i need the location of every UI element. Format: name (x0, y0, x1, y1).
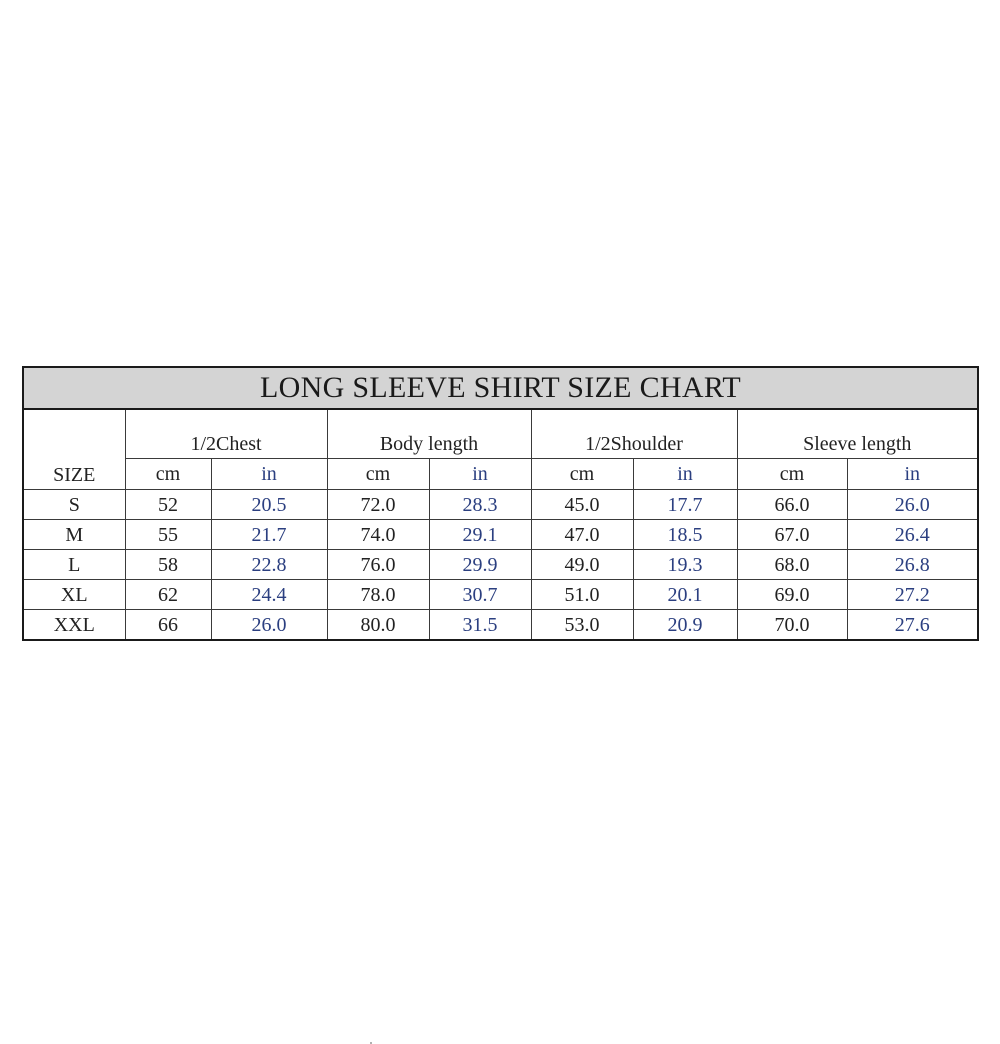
value-in-cell: 24.4 (211, 580, 327, 610)
value-cm-cell: 47.0 (531, 520, 633, 550)
unit-in-header: in (211, 459, 327, 490)
unit-in-header: in (429, 459, 531, 490)
value-in-cell: 17.7 (633, 490, 737, 520)
value-in-cell: 22.8 (211, 550, 327, 580)
value-cm-cell: 62 (125, 580, 211, 610)
chart-title: LONG SLEEVE SHIRT SIZE CHART (23, 367, 978, 409)
header-shoulder: 1/2Shoulder (531, 409, 737, 459)
size-label: XL (23, 580, 125, 610)
value-cm-cell: 58 (125, 550, 211, 580)
table-row (23, 490, 978, 520)
value-in-cell: 20.5 (211, 490, 327, 520)
value-cm-cell: 66 (125, 610, 211, 641)
table-row (23, 520, 978, 550)
header-chest: 1/2Chest (125, 409, 327, 459)
value-cm-cell: 72.0 (327, 490, 429, 520)
value-cm-cell: 66.0 (737, 490, 847, 520)
unit-in-header: in (633, 459, 737, 490)
value-in-cell: 27.6 (847, 610, 978, 641)
table-row (23, 550, 978, 580)
unit-cm-header: cm (531, 459, 633, 490)
header-sleeve-length: Sleeve length (737, 409, 978, 459)
value-cm-cell: 78.0 (327, 580, 429, 610)
value-cm-cell: 52 (125, 490, 211, 520)
value-cm-cell: 49.0 (531, 550, 633, 580)
title-row (23, 367, 978, 409)
table-body (23, 367, 978, 640)
size-chart-table (22, 366, 979, 641)
value-cm-cell: 80.0 (327, 610, 429, 641)
table-row (23, 580, 978, 610)
value-in-cell: 26.8 (847, 550, 978, 580)
unit-cm-header: cm (737, 459, 847, 490)
value-cm-cell: 53.0 (531, 610, 633, 641)
value-cm-cell: 76.0 (327, 550, 429, 580)
value-in-cell: 26.4 (847, 520, 978, 550)
size-label: L (23, 550, 125, 580)
header-body-length: Body length (327, 409, 531, 459)
size-chart (22, 366, 977, 641)
value-in-cell: 18.5 (633, 520, 737, 550)
value-in-cell: 21.7 (211, 520, 327, 550)
value-cm-cell: 45.0 (531, 490, 633, 520)
measurement-header-row (23, 409, 978, 459)
value-in-cell: 19.3 (633, 550, 737, 580)
value-in-cell: 30.7 (429, 580, 531, 610)
size-label: XXL (23, 610, 125, 641)
unit-in-header: in (847, 459, 978, 490)
value-cm-cell: 70.0 (737, 610, 847, 641)
value-in-cell: 27.2 (847, 580, 978, 610)
value-cm-cell: 69.0 (737, 580, 847, 610)
size-label: S (23, 490, 125, 520)
value-cm-cell: 51.0 (531, 580, 633, 610)
value-cm-cell: 68.0 (737, 550, 847, 580)
value-in-cell: 26.0 (847, 490, 978, 520)
size-column-header: SIZE (23, 409, 125, 490)
value-in-cell: 29.9 (429, 550, 531, 580)
unit-header-row (23, 459, 978, 490)
unit-cm-header: cm (327, 459, 429, 490)
value-cm-cell: 67.0 (737, 520, 847, 550)
size-label: M (23, 520, 125, 550)
value-in-cell: 28.3 (429, 490, 531, 520)
value-in-cell: 20.9 (633, 610, 737, 641)
value-in-cell: 26.0 (211, 610, 327, 641)
value-in-cell: 29.1 (429, 520, 531, 550)
value-cm-cell: 74.0 (327, 520, 429, 550)
unit-cm-header: cm (125, 459, 211, 490)
value-cm-cell: 55 (125, 520, 211, 550)
value-in-cell: 20.1 (633, 580, 737, 610)
value-in-cell: 31.5 (429, 610, 531, 641)
table-row (23, 610, 978, 641)
